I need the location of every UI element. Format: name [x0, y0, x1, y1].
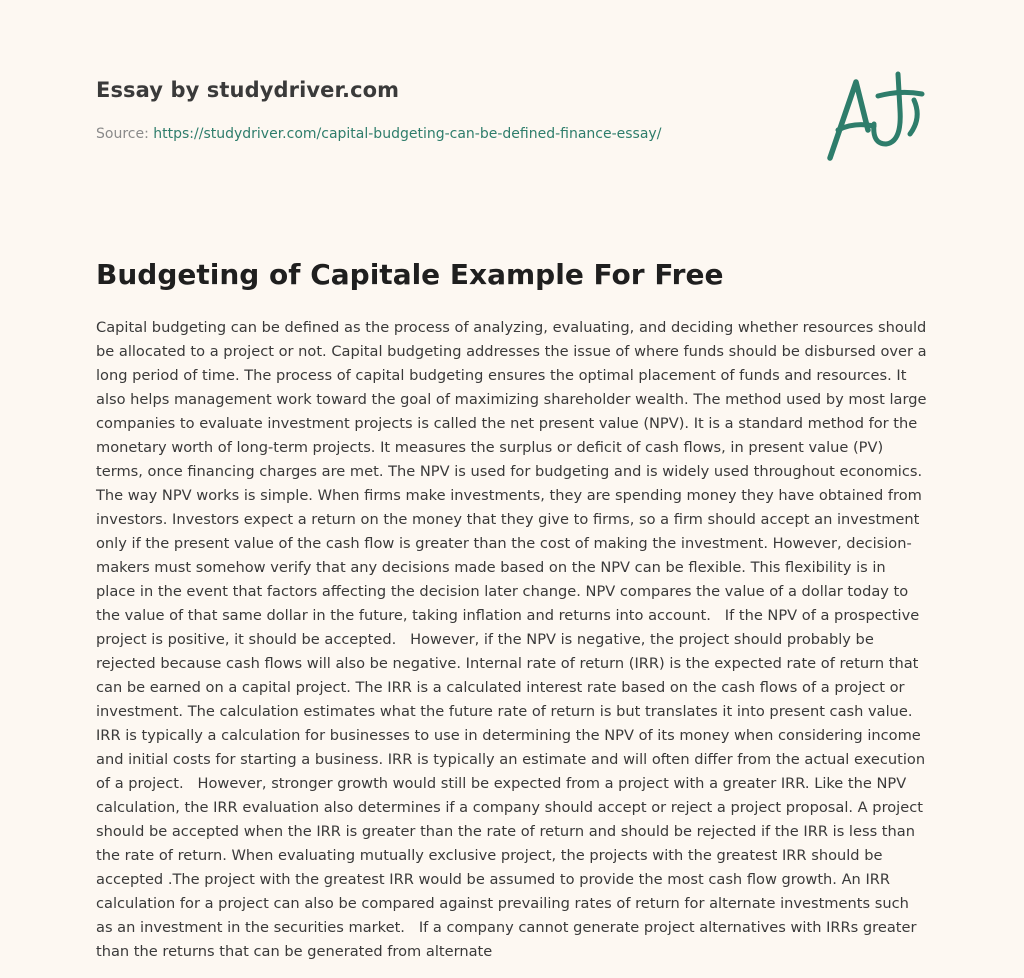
site-title: Essay by studydriver.com: [96, 78, 400, 102]
source-label: Source:: [96, 126, 154, 142]
source-line: [96, 124, 796, 144]
a-plus-grade-logo: [818, 68, 928, 164]
essay-header: [96, 76, 796, 144]
source-link[interactable]: https://studydriver.com/capital-budgeting-can-be-defined-finance-essay/: [153, 126, 662, 142]
essay-body: Capital budgeting can be defined as the process of analyzing, evaluating, and deciding whether resources should be allocated to a project or not. Capital budgeting addresses the issue of where funds should be disbursed over a long period of time. The process of capital budgeting ensures the optimal placement of funds and resources. It also helps management work toward the goal of maximizing shareholder wealth. The method used by most large companies to evaluate investment projects is called the net present value (NPV). It is a standard method for the monetary worth of long-term projects. It measures the surplus or deficit of cash flows, in present value (PV) terms, once financing charges are met. The NPV is used for budgeting and is widely used throughout economics. The way NPV works is simple. When firms make investments, they are spending money they have obtained from investors. Investors expect a return on the money that they give to firms, so a firm should accept an investment only if the present value of the cash flow is greater than the cost of making the investment. However, decision-makers must somehow verify that any decisions made based on the NPV can be flexible. This flexibility is in place in the event that factors affecting the decision later change. NPV compares the value of a dollar today to the value of that same dollar in the future, taking inflation and returns into account. If the NPV of a prospective project is positive, it should be accepted. However, if the NPV is negative, the project should probably be rejected because cash flows will also be negative. Internal rate of return (IRR) is the expected rate of return that can be earned on a capital project. The IRR is a calculated interest rate based on the cash flows of a project or investment. The calculation estimates what the future rate of return is but translates it into present cash value. IRR is typically a calculation for businesses to use in determining the NPV of its money when considering income and initial costs for starting a business. IRR is typically an estimate and will often differ from the actual execution of a project. However, stronger growth would still be expected from a project with a greater IRR. Like the NPV calculation, the IRR evaluation also determines if a company should accept or reject a project proposal. A project should be accepted when the IRR is greater than the rate of return and should be rejected if the IRR is less than the rate of return. When evaluating mutually exclusive project, the projects with the greatest IRR should be accepted .The project with the greatest IRR would be assumed to provide the most cash flow growth. An IRR calculation for a project can also be compared against prevailing rates of return for alternate investments such as an investment in the securities market. If a company cannot generate project alternatives with IRRs greater than the returns that can be generated from alternate: [96, 319, 932, 960]
page-title: Budgeting of Capitale Example For Free: [96, 258, 724, 291]
